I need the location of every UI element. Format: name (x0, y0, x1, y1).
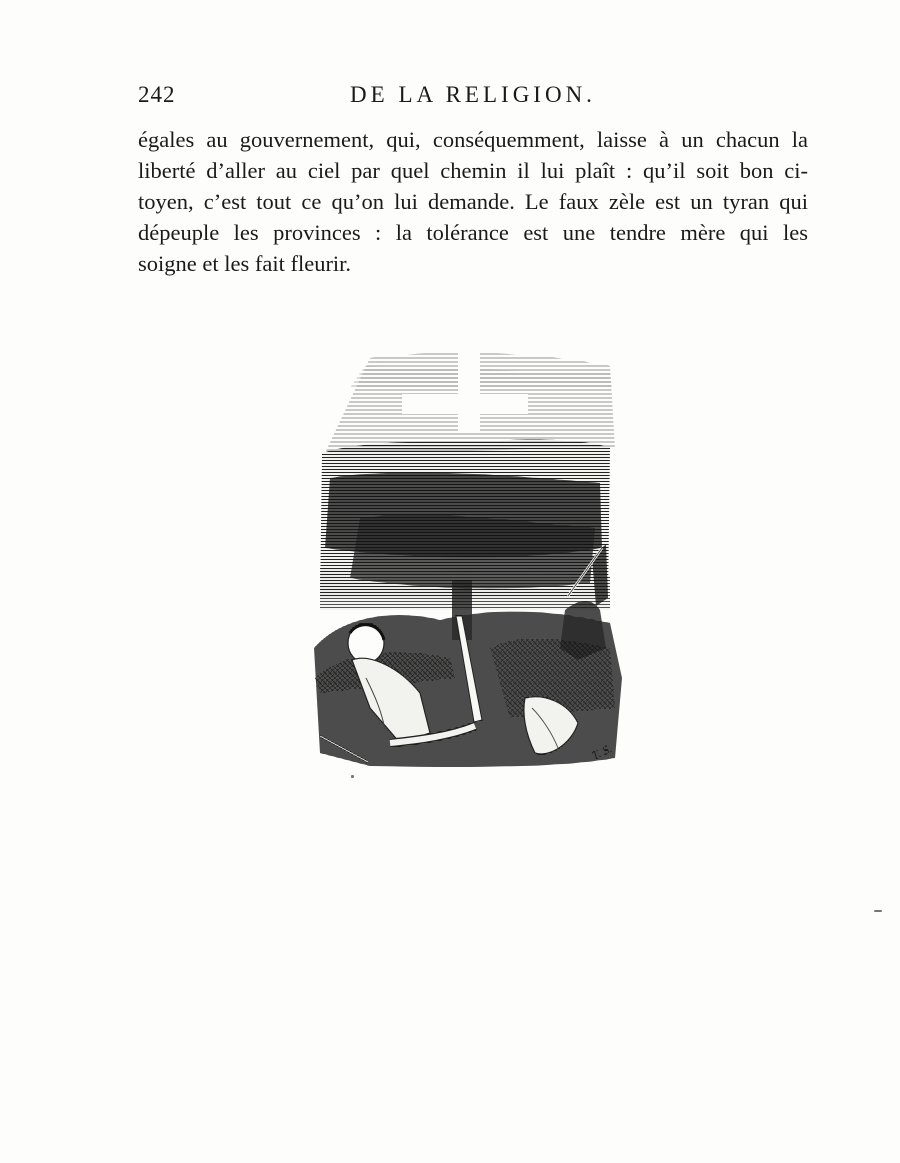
text-line: liberté d’aller au ciel par quel chemin il lui plaît : qu’il soit bon ci- (138, 158, 808, 183)
paper-speck (351, 775, 354, 778)
text-line: dépeuple les provinces : la tolérance est une tendre mère qui les (138, 220, 808, 245)
engraving-illustration (310, 348, 630, 778)
paper-speck (874, 910, 882, 912)
text-line: soigne et les fait fleurir. (138, 251, 352, 276)
page-number: 242 (138, 82, 176, 107)
engraver-signature: T. S. (589, 741, 615, 763)
running-head (138, 82, 808, 112)
body-paragraph (138, 124, 808, 279)
text-line: égales au gouvernement, qui, conséquemment, laisse à un chacun la (138, 127, 808, 152)
running-title: DE LA RELIGION. (350, 82, 596, 107)
text-line: toyen, c’est tout ce qu’on lui demande. Le faux zèle est un tyran qui (138, 189, 808, 214)
